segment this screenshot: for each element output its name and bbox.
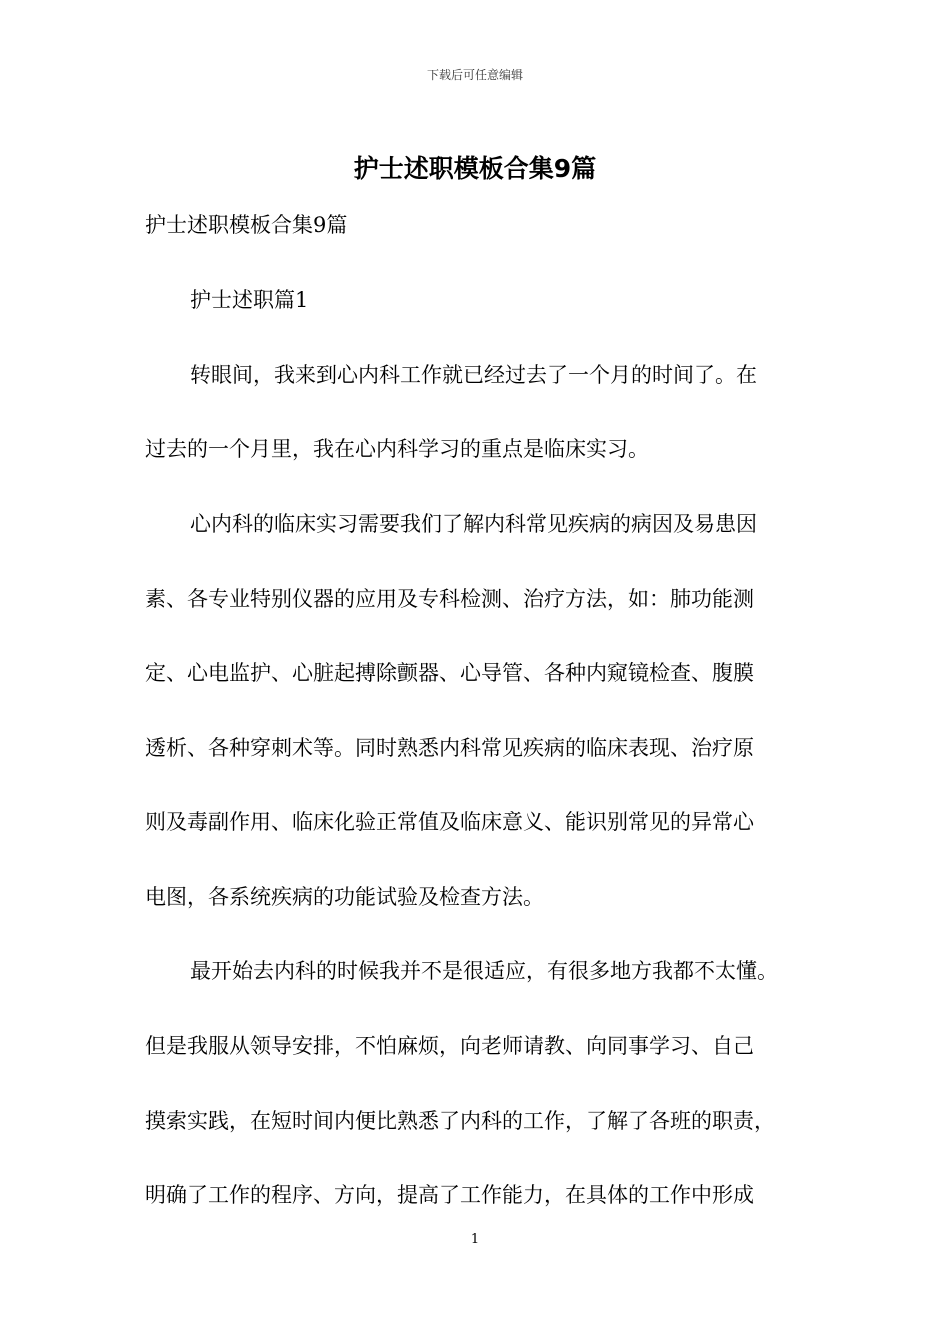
paragraph-line: 摸索实践，在短时间内便比熟悉了内科的工作，了解了各班的职责， <box>145 1109 775 1133</box>
paragraph-line: 转眼间，我来到心内科工作就已经过去了一个月的时间了。在 <box>190 363 757 387</box>
paragraph-line: 则及毒副作用、临床化验正常值及临床意义、能识别常见的异常心 <box>145 810 754 834</box>
document-subtitle: 护士述职模板合集9篇 <box>145 213 348 237</box>
paragraph-line: 心内科的临床实习需要我们了解内科常见疾病的病因及易患因 <box>190 512 757 536</box>
paragraph-line: 明确了工作的程序、方向，提高了工作能力，在具体的工作中形成 <box>145 1183 754 1207</box>
paragraph-line: 透析、各种穿刺术等。同时熟悉内科常见疾病的临床表现、治疗原 <box>145 736 754 760</box>
document-title: 护士述职模板合集9篇 <box>353 154 597 183</box>
page-number: 1 <box>470 1232 480 1247</box>
paragraph-line: 素、各专业特别仪器的应用及专科检测、治疗方法，如：肺功能测 <box>145 587 754 611</box>
paragraph-line: 定、心电监护、心脏起搏除颤器、心导管、各种内窥镜检查、腹膜 <box>145 661 754 685</box>
section-heading: 护士述职篇1 <box>190 288 309 312</box>
header-note: 下载后可任意编辑 <box>426 68 523 82</box>
paragraph-line: 电图，各系统疾病的功能试验及检查方法。 <box>145 885 544 909</box>
paragraph-line: 但是我服从领导安排，不怕麻烦，向老师请教、向同事学习、自己 <box>145 1034 754 1058</box>
paragraph-line: 过去的一个月里，我在心内科学习的重点是临床实习。 <box>145 437 649 461</box>
paragraph-line: 最开始去内科的时候我并不是很适应，有很多地方我都不太懂。 <box>190 959 778 983</box>
